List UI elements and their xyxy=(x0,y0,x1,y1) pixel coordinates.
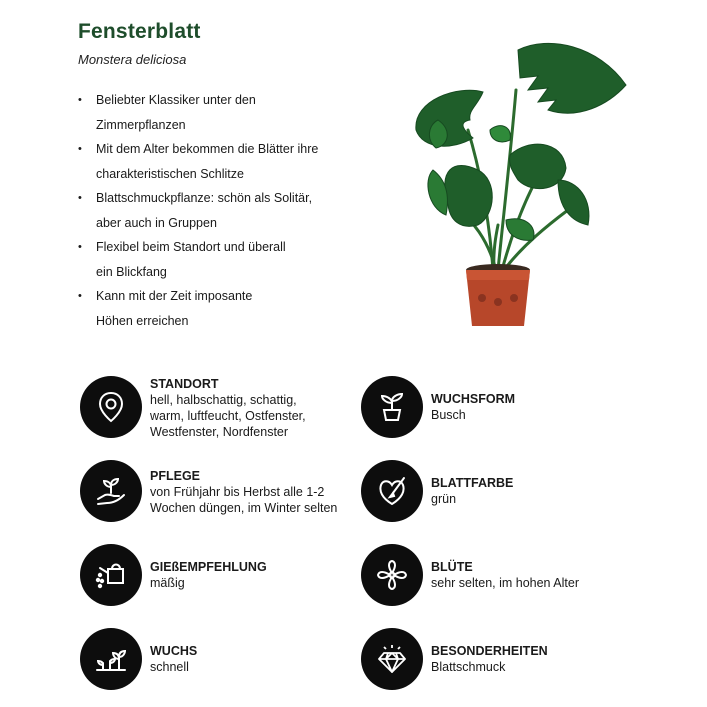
bullet-line: Blattschmuckpflanze: schön als Solitär, xyxy=(96,191,313,205)
bullet-dot: • xyxy=(78,143,82,155)
feature-besonderheiten xyxy=(361,628,548,690)
feature-value: Busch xyxy=(431,408,466,422)
seedlings-icon xyxy=(80,628,142,690)
feature-value: grün xyxy=(431,492,457,506)
bullet-item xyxy=(78,137,368,186)
bullet-line: Mit dem Alter bekommen die Blätter ihre xyxy=(96,142,319,156)
feature-value: hell, halbschattig, schattig, xyxy=(150,393,297,407)
feature-label: BLATTFARBE xyxy=(431,476,514,490)
feature-pflege xyxy=(80,460,337,522)
bullet-dot: • xyxy=(78,192,82,204)
feature-label: STANDORT xyxy=(150,377,219,391)
bullet-line: Höhen erreichen xyxy=(96,313,189,328)
feature-label: PFLEGE xyxy=(150,469,201,483)
feature-standort xyxy=(80,376,306,440)
latin-name: Monstera deliciosa xyxy=(78,52,187,67)
bullet-dot: • xyxy=(78,94,82,106)
bullet-item xyxy=(78,284,368,333)
flower-icon xyxy=(361,544,423,606)
feature-bullet-list xyxy=(78,88,368,333)
feature-value: warm, luftfeucht, Ostfenster, xyxy=(150,409,306,423)
feature-giessempfehlung xyxy=(80,544,267,606)
bullet-item xyxy=(78,88,368,137)
bullet-line: charakteristischen Schlitze xyxy=(96,166,244,181)
potted-plant-icon xyxy=(361,376,423,438)
feature-value: schnell xyxy=(150,660,189,674)
feature-value: von Frühjahr bis Herbst alle 1-2 xyxy=(150,485,325,499)
feature-value: Westfenster, Nordfenster xyxy=(150,425,289,439)
bullet-line: Zimmerpflanzen xyxy=(96,117,186,132)
feature-label: GIEßEMPFEHLUNG xyxy=(150,560,267,574)
leaf-brush-icon xyxy=(361,460,423,522)
bullet-line: aber auch in Gruppen xyxy=(96,215,217,230)
bullet-dot: • xyxy=(78,290,82,302)
bullet-line: Kann mit der Zeit imposante xyxy=(96,289,253,303)
bullet-item xyxy=(78,186,368,235)
bullet-line: ein Blickfang xyxy=(96,264,167,279)
feature-bluete xyxy=(361,544,579,606)
feature-value: Wochen düngen, im Winter selten xyxy=(150,501,338,515)
monstera-plant-image xyxy=(398,30,638,335)
page-title: Fensterblatt xyxy=(78,20,201,43)
feature-wuchsform xyxy=(361,376,515,438)
feature-blattfarbe xyxy=(361,460,513,522)
feature-value: mäßig xyxy=(150,576,185,590)
bullet-line: Flexibel beim Standort und überall xyxy=(96,240,286,254)
bullet-item xyxy=(78,235,368,284)
feature-wuchs xyxy=(80,628,197,690)
watering-can-icon xyxy=(80,544,142,606)
bullet-line: Beliebter Klassiker unter den xyxy=(96,93,256,107)
feature-value: Blattschmuck xyxy=(431,660,506,674)
feature-label: BLÜTE xyxy=(431,560,473,574)
bullet-dot: • xyxy=(78,241,82,253)
feature-label: WUCHS xyxy=(150,644,198,658)
location-pin-icon xyxy=(80,376,142,438)
feature-label: WUCHSFORM xyxy=(431,392,516,406)
feature-label: BESONDERHEITEN xyxy=(431,644,548,658)
diamond-icon xyxy=(361,628,423,690)
hand-sprout-icon xyxy=(80,460,142,522)
feature-value: sehr selten, im hohen Alter xyxy=(431,576,579,590)
